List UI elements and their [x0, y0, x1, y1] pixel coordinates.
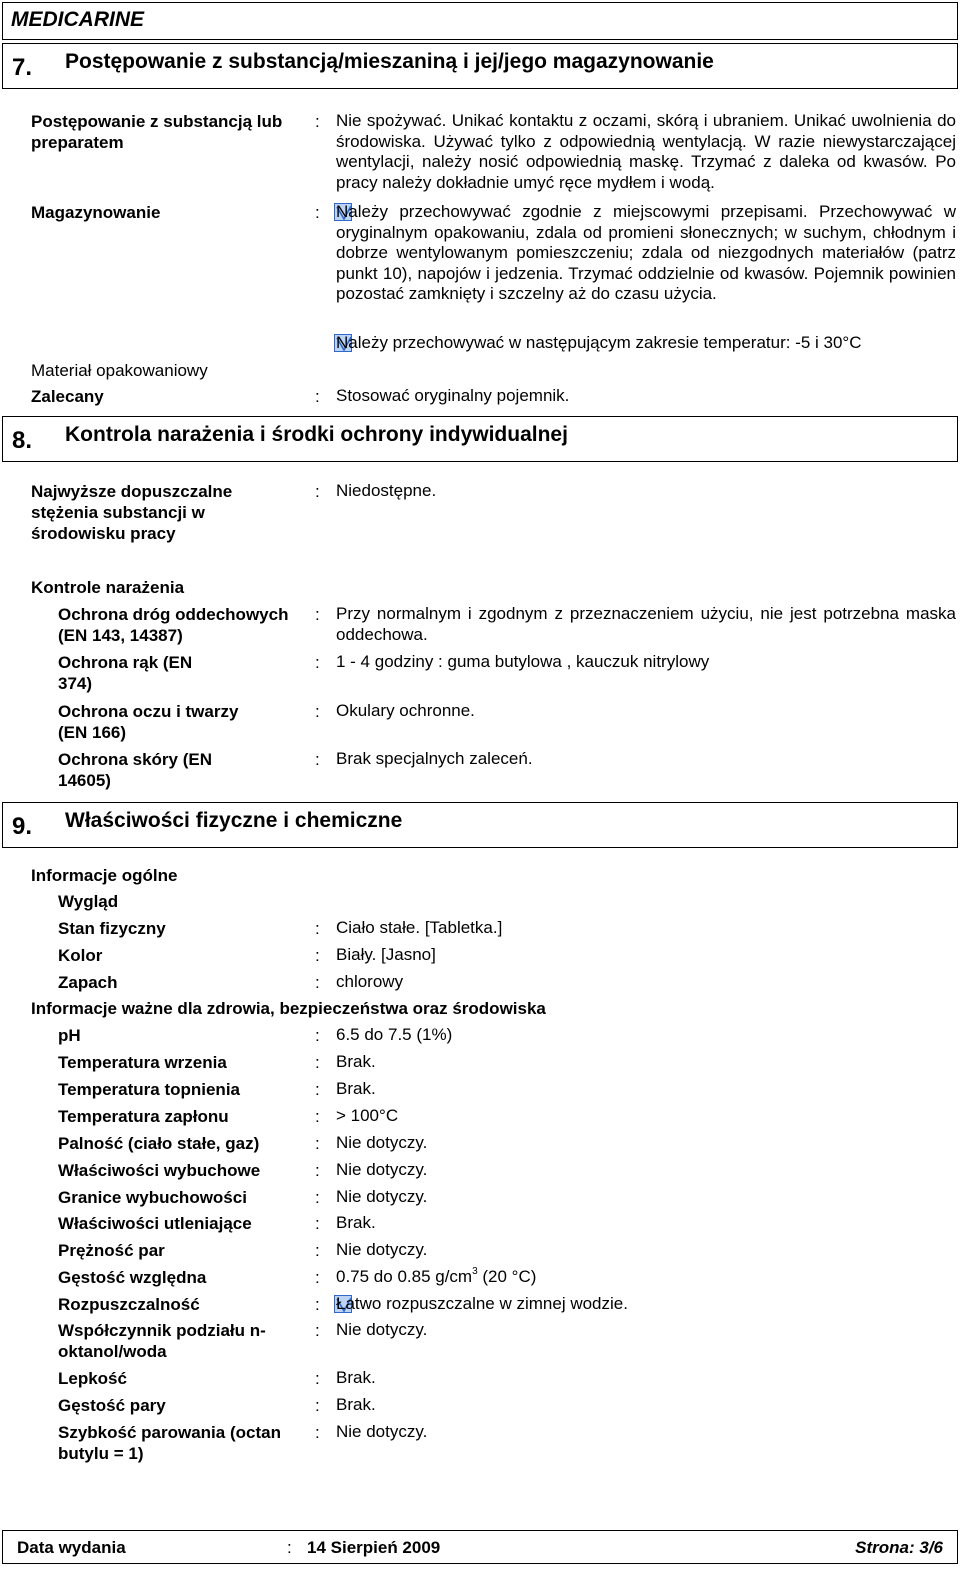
boiling-point-value: Brak. [336, 1052, 376, 1071]
colon: : [315, 1396, 320, 1415]
color-label: Kolor [58, 946, 103, 965]
solubility-value: Łatwo rozpuszczalne w zimnej wodzie. [336, 1294, 628, 1313]
section-title: Kontrola narażenia i środki ochrony indywidualnej [65, 423, 568, 446]
colon: : [315, 203, 320, 222]
section-number: 9. [12, 813, 33, 840]
vapor-density-value: Brak. [336, 1395, 376, 1414]
colon: : [315, 919, 320, 938]
colon: : [315, 1134, 320, 1153]
odor-value: chlorowy [336, 972, 404, 991]
exposure-controls-label: Kontrole narażenia [31, 578, 185, 597]
skin-protection-value: Brak specjalnych zaleceń. [336, 749, 533, 768]
storage-value: Należy przechowywać zgodnie z miejscowymi przepisami. Przechowywać w oryginalnym opakowaniu, zdala od promieni słonecznych; w suchym, chłodnym i dobrze wentylowanym pomieszczeniu; zdala od niezgodnych materiałów (patrz punkt 10), napojów i jedzenia. Trzymać oddzielnie od kwasów. Pojemnik powinien pozostać zamknięty i szczelny aż do czasu użycia. [336, 202, 956, 303]
colon: : [315, 973, 320, 992]
section-number: 7. [12, 54, 33, 81]
flammability-value: Nie dotyczy. [336, 1133, 428, 1152]
important-info-label: Informacje ważne dla zdrowia, bezpieczeństwa oraz środowiska [31, 999, 546, 1018]
viscosity-label: Lepkość [58, 1369, 127, 1388]
colon: : [315, 1321, 320, 1340]
colon: : [315, 750, 320, 769]
colon: : [315, 1188, 320, 1207]
section-title: Właściwości fizyczne i chemiczne [65, 809, 403, 832]
oxidizing-properties-value: Brak. [336, 1213, 376, 1232]
explosive-limits-value: Nie dotyczy. [336, 1187, 428, 1206]
issue-date-value: 14 Sierpień 2009 [307, 1538, 441, 1557]
colon: : [315, 605, 320, 624]
explosive-properties-value: Nie dotyczy. [336, 1160, 428, 1179]
colon: : [315, 112, 320, 131]
color-value: Biały. [Jasno] [336, 945, 436, 964]
colon: : [315, 387, 320, 406]
general-info-label: Informacje ogólne [31, 866, 178, 885]
colon: : [315, 1423, 320, 1442]
handling-value: Nie spożywać. Unikać kontaktu z oczami, skórą i ubraniem. Unikać uwolnienia do środowiska. Używać tylko z odpowiednią wentylacją. W razie niewystarczającej wentylacji, należy nosić odpowiednią maskę. Trzymać z daleka od kwasów. Po pracy należy dokładnie umyć ręce mydłem i wodą. [336, 111, 956, 192]
colon: : [315, 1107, 320, 1126]
flammability-label: Palność (ciało stałe, gaz) [58, 1134, 260, 1153]
melting-point-label: Temperatura topnienia [58, 1080, 240, 1099]
physical-state-label: Stan fizyczny [58, 919, 166, 938]
colon: : [315, 1080, 320, 1099]
partition-coefficient-label: Współczynnik podziału n-oktanol/woda [58, 1321, 266, 1361]
explosive-limits-label: Granice wybuchowości [58, 1188, 247, 1207]
eye-protection-label: Ochrona oczu i twarzy (EN 166) [58, 702, 239, 742]
partition-coefficient-value: Nie dotyczy. [336, 1320, 428, 1339]
packaging-label: Materiał opakowaniowy [31, 361, 208, 380]
solubility-label: Rozpuszczalność [58, 1295, 200, 1314]
physical-state-value: Ciało stałe. [Tabletka.] [336, 918, 503, 937]
colon: : [315, 946, 320, 965]
colon: : [315, 1295, 320, 1314]
appearance-label: Wygląd [58, 892, 119, 911]
exposure-limits-value: Niedostępne. [336, 481, 437, 500]
storage-temperature: Należy przechowywać w następującym zakresie temperatur: -5 i 30°C [336, 333, 862, 352]
exposure-limits-label: Najwyższe dopuszczalne stężenia substancji w środowisku pracy [31, 482, 233, 543]
ph-label: pH [58, 1026, 81, 1045]
issue-date-label: Data wydania [17, 1538, 126, 1557]
respiratory-protection-value: Przy normalnym i zgodnym z przeznaczeniem użyciu, nie jest potrzebna maska oddechowa. [336, 604, 956, 644]
product-name: MEDICARINE [11, 8, 145, 31]
skin-protection-label: Ochrona skóry (EN 14605) [58, 750, 212, 790]
evaporation-rate-label: Szybkość parowania (octan butylu = 1) [58, 1423, 281, 1463]
density-suffix: (20 °C) [477, 1267, 537, 1286]
density-main: 0.75 do 0.85 g/cm [336, 1267, 473, 1286]
odor-label: Zapach [58, 973, 118, 992]
vapor-pressure-value: Nie dotyczy. [336, 1240, 428, 1259]
page-number: Strona: 3/6 [855, 1538, 943, 1557]
vapor-density-label: Gęstość pary [58, 1396, 166, 1415]
section-number: 8. [12, 427, 33, 454]
section-8-header [2, 416, 958, 462]
colon: : [315, 1026, 320, 1045]
evaporation-rate-value: Nie dotyczy. [336, 1422, 428, 1441]
section-9-header [2, 802, 958, 848]
document-header [2, 2, 958, 40]
handling-label: Postępowanie z substancją lub preparatem [31, 112, 283, 152]
colon: : [315, 1161, 320, 1180]
flash-point-value: > 100°C [336, 1106, 399, 1125]
explosive-properties-label: Właściwości wybuchowe [58, 1161, 261, 1180]
boiling-point-label: Temperatura wrzenia [58, 1053, 227, 1072]
eye-protection-value: Okulary ochronne. [336, 701, 475, 720]
section-7-header [2, 43, 958, 89]
colon: : [315, 653, 320, 672]
colon: : [315, 482, 320, 501]
recommended-label: Zalecany [31, 387, 104, 406]
flash-point-label: Temperatura zapłonu [58, 1107, 229, 1126]
hand-protection-label: Ochrona rąk (EN 374) [58, 653, 193, 693]
melting-point-value: Brak. [336, 1079, 376, 1098]
colon: : [315, 1241, 320, 1260]
document-footer [2, 1530, 958, 1564]
colon: : [315, 1053, 320, 1072]
relative-density-value [336, 1267, 956, 1288]
colon: : [315, 1369, 320, 1388]
density-sup: 3 [472, 1266, 478, 1277]
section-title: Postępowanie z substancją/mieszaniną i jej/jego magazynowanie [65, 50, 714, 73]
hand-protection-value: 1 - 4 godziny : guma butylowa , kauczuk nitrylowy [336, 652, 710, 671]
relative-density-label: Gęstość względna [58, 1268, 207, 1287]
oxidizing-properties-label: Właściwości utleniające [58, 1214, 252, 1233]
viscosity-value: Brak. [336, 1368, 376, 1387]
colon: : [315, 1268, 320, 1287]
colon: : [287, 1538, 292, 1557]
recommended-value: Stosować oryginalny pojemnik. [336, 386, 570, 405]
respiratory-protection-label: Ochrona dróg oddechowych (EN 143, 14387) [58, 605, 289, 645]
colon: : [315, 1214, 320, 1233]
storage-label: Magazynowanie [31, 203, 161, 222]
colon: : [315, 702, 320, 721]
vapor-pressure-label: Prężność par [58, 1241, 165, 1260]
ph-value: 6.5 do 7.5 (1%) [336, 1025, 453, 1044]
